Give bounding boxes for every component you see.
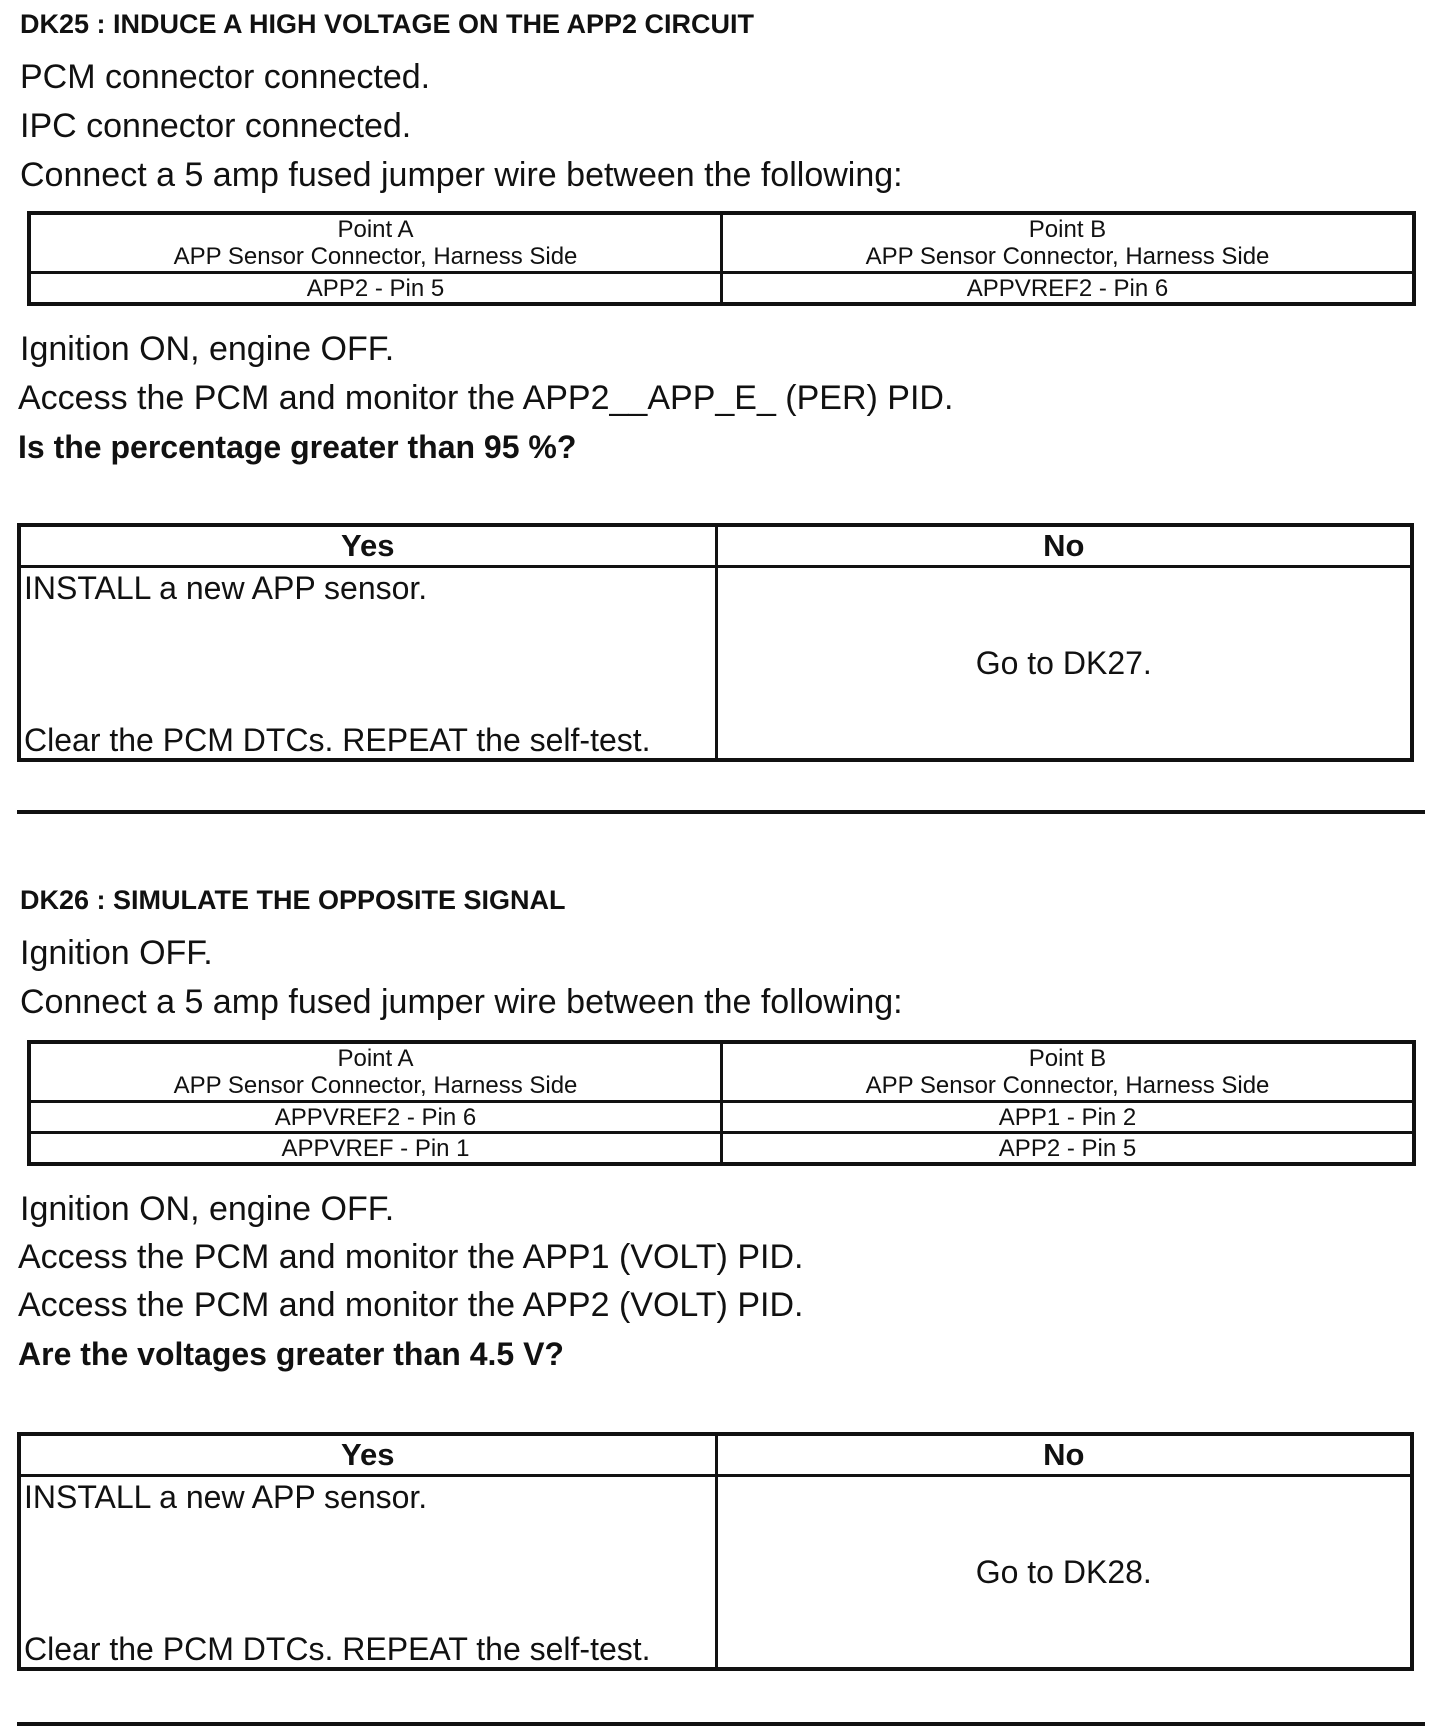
dk26-no-header: No <box>716 1434 1412 1476</box>
dk25-question: Is the percentage greater than 95 %? <box>18 429 577 465</box>
harness-side-label: APP Sensor Connector, Harness Side <box>865 243 1270 270</box>
point-b-label: Point B <box>1028 216 1107 243</box>
dk26-row2-pin-b: APP2 - Pin 5 <box>722 1133 1415 1165</box>
dk26-step-ignition-off: Ignition OFF. <box>20 934 213 972</box>
dk25-step-monitor-pid: Access the PCM and monitor the APP2__APP_E_ (PER) PID. <box>18 379 954 417</box>
dk26-result-table <box>17 1432 1414 1671</box>
dk26-step-connect-jumper: Connect a 5 amp fused jumper wire between the following: <box>20 983 903 1021</box>
harness-side-label: APP Sensor Connector, Harness Side <box>173 243 578 270</box>
dk25-jumper-table <box>27 211 1416 306</box>
dk26-yes-action: INSTALL a new APP sensor. <box>24 1479 428 1515</box>
dk25-no-header: No <box>716 525 1412 567</box>
dk26-yes-header: Yes <box>19 1434 716 1476</box>
dk25-pin-a: APP2 - Pin 5 <box>29 273 722 305</box>
point-a-label: Point A <box>337 1045 414 1072</box>
dk25-point-b-header <box>722 213 1415 273</box>
dk25-step-ignition-on: Ignition ON, engine OFF. <box>20 330 395 368</box>
dk25-yes-header: Yes <box>19 525 716 567</box>
dk25-yes-followup: Clear the PCM DTCs. REPEAT the self-test. <box>24 722 651 758</box>
dk25-yes-cell <box>19 567 716 761</box>
dk26-question: Are the voltages greater than 4.5 V? <box>18 1336 564 1372</box>
dk26-step-monitor-app1: Access the PCM and monitor the APP1 (VOLT) PID. <box>18 1238 804 1276</box>
dk26-no-action: Go to DK28. <box>716 1476 1412 1670</box>
dk25-step-pcm-connected: PCM connector connected. <box>20 58 431 96</box>
section-divider-bottom <box>17 1722 1425 1726</box>
dk25-no-action: Go to DK27. <box>716 567 1412 761</box>
dk26-jumper-table <box>27 1040 1416 1166</box>
section-divider <box>17 810 1425 814</box>
dk26-row1-pin-b: APP1 - Pin 2 <box>722 1102 1415 1133</box>
dk26-title: DK26 : SIMULATE THE OPPOSITE SIGNAL <box>20 885 566 915</box>
dk25-step-connect-jumper: Connect a 5 amp fused jumper wire between the following: <box>20 156 903 194</box>
dk26-point-a-header <box>29 1042 722 1102</box>
dk26-step-monitor-app2: Access the PCM and monitor the APP2 (VOLT) PID. <box>18 1286 804 1324</box>
dk25-result-table <box>17 523 1414 762</box>
dk26-step-ignition-on: Ignition ON, engine OFF. <box>20 1190 395 1228</box>
harness-side-label: APP Sensor Connector, Harness Side <box>865 1072 1270 1099</box>
dk25-pin-b: APPVREF2 - Pin 6 <box>722 273 1415 305</box>
dk25-title: DK25 : INDUCE A HIGH VOLTAGE ON THE APP2 CIRCUIT <box>20 9 755 39</box>
dk26-row2-pin-a: APPVREF - Pin 1 <box>29 1133 722 1165</box>
dk25-step-ipc-connected: IPC connector connected. <box>20 107 412 145</box>
dk26-yes-cell <box>19 1476 716 1670</box>
harness-side-label: APP Sensor Connector, Harness Side <box>173 1072 578 1099</box>
dk25-yes-action: INSTALL a new APP sensor. <box>24 570 428 606</box>
dk25-point-a-header <box>29 213 722 273</box>
dk26-point-b-header <box>722 1042 1415 1102</box>
dk26-row1-pin-a: APPVREF2 - Pin 6 <box>29 1102 722 1133</box>
dk26-yes-followup: Clear the PCM DTCs. REPEAT the self-test. <box>24 1631 651 1667</box>
point-a-label: Point A <box>337 216 414 243</box>
point-b-label: Point B <box>1028 1045 1107 1072</box>
